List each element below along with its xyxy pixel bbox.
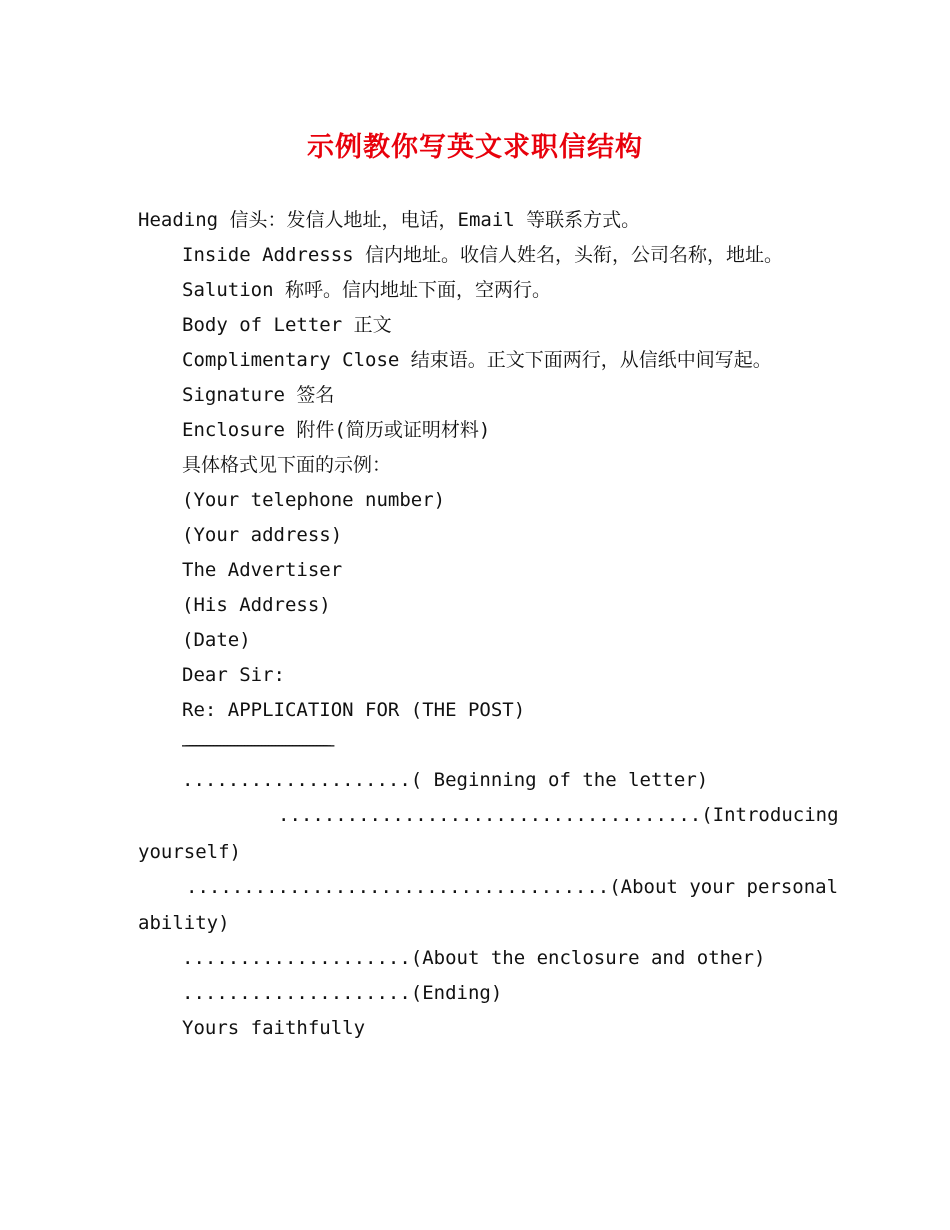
your-address-line: (Your address): [182, 524, 343, 546]
beginning-line: ....................( Beginning of the letter): [182, 769, 709, 791]
introducing-continuation-line: yourself): [138, 841, 241, 863]
ending-line: ....................(Ending): [182, 982, 503, 1004]
introducing-line: .....................................(Introducing: [278, 804, 839, 826]
ability-continuation-line: ability): [138, 912, 230, 934]
ability-line: .....................................(About your personal: [186, 876, 839, 898]
dear-sir-line: Dear Sir:: [182, 664, 285, 686]
enclosure-line: Enclosure 附件(简历或证明材料): [182, 419, 491, 441]
enclosure-other-line: ....................(About the enclosure and other): [182, 947, 766, 969]
advertiser-line: The Advertiser: [182, 559, 343, 581]
his-address-line: (His Address): [182, 594, 331, 616]
salutation-line: Salution 称呼。信内地址下面，空两行。: [182, 279, 551, 301]
date-line: (Date): [182, 629, 251, 651]
closing-line: Yours faithfully: [182, 1017, 366, 1039]
complimentary-close-line: Complimentary Close 结束语。正文下面两行，从信纸中间写起。: [182, 349, 772, 371]
heading-line: Heading 信头：发信人地址，电话，Email 等联系方式。: [138, 209, 641, 231]
document-title: 示例教你写英文求职信结构: [307, 132, 643, 163]
body-line: Body of Letter 正文: [182, 314, 392, 336]
signature-line: Signature 签名: [182, 384, 335, 406]
telephone-line: (Your telephone number): [182, 489, 446, 511]
divider-line: ——————————————————————————————————————————: [182, 734, 327, 756]
example-intro-line: 具体格式见下面的示例：: [182, 454, 392, 476]
re-line: Re: APPLICATION FOR (THE POST): [182, 699, 526, 721]
inside-address-line: Inside Addresss 信内地址。收信人姓名，头衔，公司名称，地址。: [182, 244, 784, 266]
